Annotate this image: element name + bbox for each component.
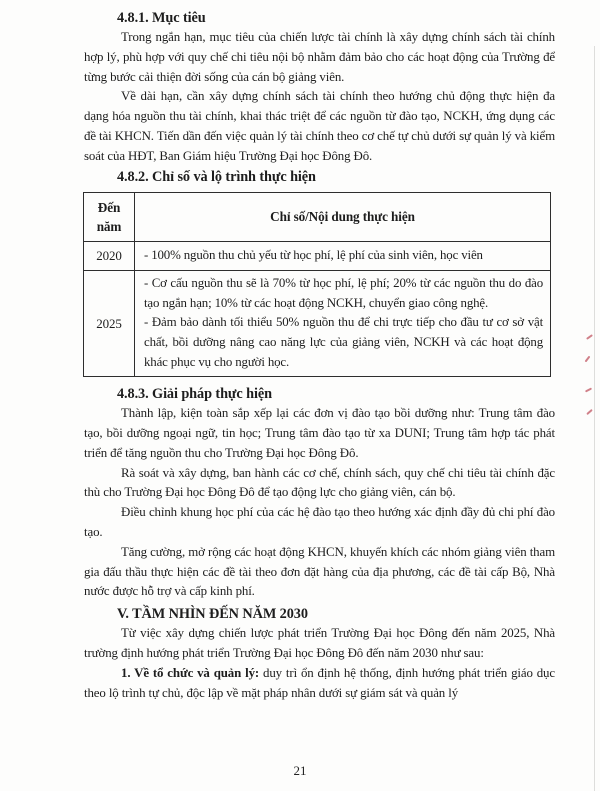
table-header-year: Đến năm bbox=[84, 192, 135, 241]
table-header-row bbox=[84, 192, 551, 241]
section-heading-4-8-3: 4.8.3. Giải pháp thực hiện bbox=[117, 386, 272, 403]
table-item: - Cơ cấu nguồn thu sẽ là 70% từ học phí, lệ phí; 20% từ các nguồn thu do đào tạo ngắn hạn; 10% từ các hoạt động NCKH, chuyển giao công nghệ. bbox=[144, 276, 543, 310]
table-item: - Đảm bảo dành tối thiểu 50% nguồn thu để chi trực tiếp cho đầu tư cơ sở vật chất, bồi dưỡng nâng cao năng lực của giảng viên, NCKH và các hoạt động khác phục vụ cho người học. bbox=[144, 315, 543, 369]
red-pen-mark-icon bbox=[586, 334, 593, 340]
page-number: 21 bbox=[293, 763, 307, 778]
paragraph-long-term-goal: Về dài hạn, cần xây dựng chính sách tài chính theo hướng chủ động thực hiện đa dạng hóa nguồn thu tài chính, khai thác triệt để các nguồn từ đào tạo, NCKH, ứng dụng các đề tài KHCN. Tiến dần đến việc quản lý tài chính theo cơ chế tự chủ dưới sự quản lý và kiểm soát của HĐT, Ban Giám hiệu Trường Đại học Đông Đô. bbox=[84, 89, 555, 163]
paragraph-vision-intro: Từ việc xây dựng chiến lược phát triển Trường Đại học Đông đến năm 2025, Nhà trường định hướng phát triển Trường Đại học Đông Đô đến năm 2030 như sau: bbox=[84, 626, 555, 660]
paragraph-expand-khcn: Tăng cường, mở rộng các hoạt động KHCN, khuyến khích các nhóm giảng viên tham gia đấu thầu thực hiện các đề tài theo đơn đặt hàng của địa phương, các đề tài cấp Bộ, Nhà nước được hỗ trợ và cấp kinh phí. bbox=[84, 544, 555, 599]
section-heading-4-8-2: 4.8.2. Chỉ số và lộ trình thực hiện bbox=[117, 168, 316, 185]
paragraph-short-term-goal: Trong ngắn hạn, mục tiêu của chiến lược tài chính là xây dựng chính sách tài chính hợp lý, phù hợp với quy chế chi tiêu nội bộ nhằm đảm bảo cho các hoạt động của Trường để từng bước cải thiện đời sống của cán bộ giảng viên. bbox=[84, 30, 555, 84]
paragraph-tuition-framework: Điều chỉnh khung học phí của các hệ đào tạo theo hướng xác định đầy đủ chi phí đào tạo. bbox=[84, 505, 555, 539]
roadmap-table bbox=[83, 192, 551, 378]
section-heading-4-8-1: 4.8.1. Mục tiêu bbox=[117, 10, 206, 26]
paragraph-consolidate-units: Thành lập, kiện toàn sắp xếp lại các đơn vị đào tạo bồi dưỡng như: Trung tâm đào tạo, bồi dưỡng ngoại ngữ, tin học; Trung tâm đào tạo từ xa DUNI; Trung tâm hợp tác phát triển để tăng nguồn thu cho Trường Đại học Đông Đô. bbox=[84, 406, 555, 460]
year-cell-2020: 2020 bbox=[84, 241, 135, 271]
org-management-lead: 1. Về tổ chức và quản lý: bbox=[121, 665, 260, 680]
red-pen-mark-icon bbox=[586, 409, 593, 415]
table-item: - 100% nguồn thu chủ yếu từ học phí, lệ phí của sinh viên, học viên bbox=[144, 247, 483, 262]
paragraph-review-policies: Rà soát và xây dựng, ban hành các cơ chế, chính sách, quy chế chi tiêu tài chính đặc thù cho Trường Đại học Đông Đô để tạo động lực cho giảng viên, cán bộ. bbox=[84, 465, 555, 500]
table-row-2025 bbox=[84, 271, 551, 377]
paragraph-org-management bbox=[84, 664, 555, 704]
section-heading-vision-2030: V. TẦM NHÌN ĐẾN NĂM 2030 bbox=[117, 606, 308, 623]
content-cell-2025 bbox=[135, 271, 551, 377]
content-cell-2020 bbox=[135, 241, 551, 271]
red-pen-mark-icon bbox=[585, 356, 591, 363]
table-header-content: Chỉ số/Nội dung thực hiện bbox=[135, 192, 551, 241]
table-row-2020 bbox=[84, 241, 551, 271]
scan-edge-line bbox=[594, 46, 595, 791]
red-pen-mark-icon bbox=[585, 387, 592, 392]
org-management-rest: duy trì ổn định hệ thống, định hướng phát triển giáo dục theo lộ trình tự chủ, độc lập về mặt pháp nhân dưới sự giám sát và quản lý bbox=[84, 665, 555, 700]
year-cell-2025: 2025 bbox=[84, 271, 135, 377]
